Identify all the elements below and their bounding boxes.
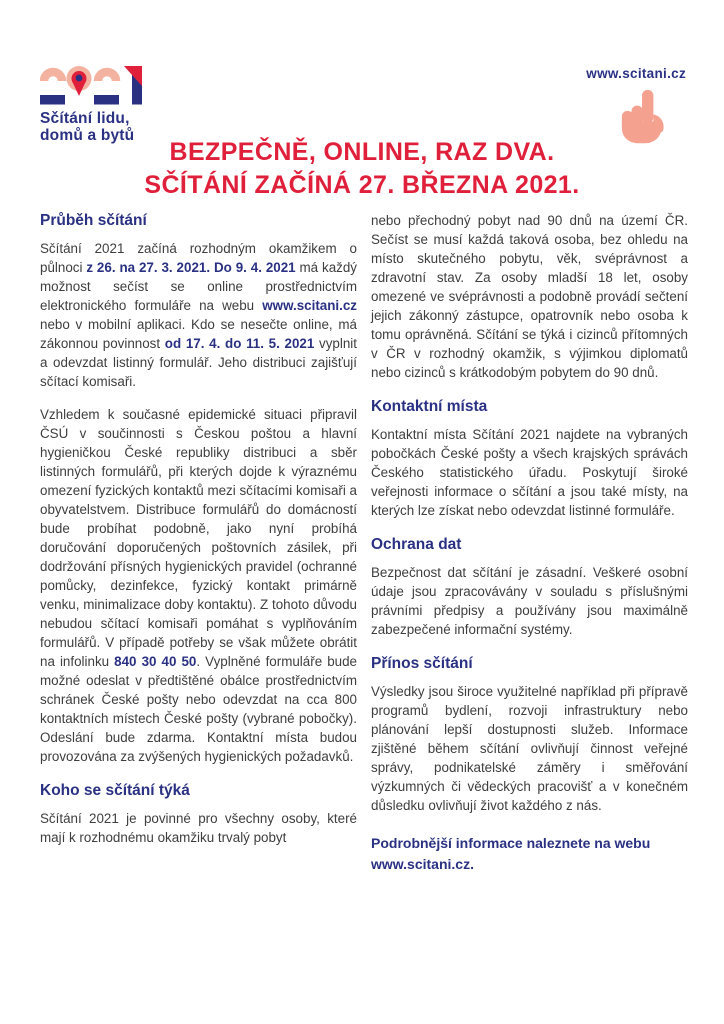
footer-note-line1: Podrobnější informace naleznete na webu: [371, 835, 651, 851]
paragraph-prubeh-1: [40, 239, 357, 391]
page-title-line1: BEZPEČNĚ, ONLINE, RAZ DVA.: [169, 138, 555, 166]
header-website-link[interactable]: www.scitani.cz: [586, 66, 686, 81]
page-title-line2: SČÍTÁNÍ ZAČÍNÁ 27. BŘEZNA 2021.: [144, 171, 580, 199]
inline-website-link[interactable]: www.scitani.cz: [262, 298, 357, 313]
content-columns: [40, 211, 688, 875]
logo-tagline-line1: Sčítání lidu,: [40, 110, 130, 127]
paragraph-koho-continuation: nebo přechodný pobyt nad 90 dnů na území ČR. Sečíst se musí každá taková osoba, bez ohledu na místo skutečného pobytu, věk, svéprávnost a zdravotní stav. Za osoby mladší 18 let, osoby omezené ve svéprávnosti a podobně provádí sečtení jejich zákonný zástupce, opatrovník nebo osoba k tomu oprávněná. Sčítání se týká i cizinců přítomných v ČR v rozhodný okamžik, s výjimkou diplomatů nebo cizinců s krátkodobým pobytem do 90 dnů.: [371, 213, 688, 380]
page-title: [0, 136, 724, 202]
logo-tagline-line2: domů a bytů: [40, 127, 135, 144]
highlight-dates-paper: od 17. 4. do 11. 5. 2021: [164, 336, 315, 351]
highlight-infoline-number: 840 30 40 50: [114, 654, 197, 669]
section-heading-koho-se-tyka: Koho se sčítání týká: [40, 782, 190, 799]
text-segment: . Vyplněné formuláře bude možné odeslat v předtištěné obálce prostřednictvím schránek České pošty nebo odevzdat na cca 800 kontaktních místech České pošty (vybrané pobočky). Odeslání bude zdarma. Kontaktní místa budou provozována za zvýšených hygienických požadavků.: [40, 654, 357, 764]
highlight-dates-online: z 26. na 27. 3. 2021. Do 9. 4. 2021: [86, 260, 296, 275]
left-column: [40, 211, 357, 875]
footer-note: [371, 833, 688, 875]
paragraph-kontaktni-1: Kontaktní místa Sčítání 2021 najdete na vybraných pobočkách České pošty a všech krajských správách Českého statistického úřadu. Poskytují široké veřejnosti informace o sčítání a jsou také místy, na kterých lze získat nebo odevzdat listinné formuláře.: [371, 427, 688, 518]
paragraph-koho-1: Sčítání 2021 je povinné pro všechny osoby, které mají k rozhodnému okamžiku trvalý pobyt: [40, 811, 357, 845]
section-heading-prinos-scitani: Přínos sčítání: [371, 655, 473, 672]
census-2021-logo: [40, 60, 170, 144]
footer-website-link[interactable]: www.scitani.cz.: [371, 856, 474, 872]
paragraph-ochrana-1: Bezpečnost dat sčítání je zásadní. Veškeré osobní údaje jsou zpracovávány v souladu s příslušnými právními předpisy a používány jsou maximálně zabezpečené informační systémy.: [371, 565, 688, 637]
text-segment: Sčítání 2021 začíná rozhodným okamžikem o půlnoci: [40, 241, 357, 275]
text-segment: nebo v mobilní aplikaci. Kdo se nesečte online, má zákonnou povinnost: [40, 317, 357, 351]
text-segment: vyplnit a odevzdat listinný formulář. Jeho distribuci zajišťují sčítací komisaři.: [40, 336, 357, 389]
right-column: [371, 211, 688, 875]
paragraph-prinos-1: Výsledky jsou široce využitelné například při přípravě programů bydlení, rozvoji infrastruktury nebo plánování lepší dostupnosti služeb. Informace zjištěné během sčítání ovlivňují činnost veřejné správy, podnikatelské záměry i směřování výzkumných či vědeckých pracovišť a v konečném důsledku ovlivňují život každého z nás.: [371, 684, 688, 813]
text-segment: Vzhledem k současné epidemické situaci připravil ČSÚ v součinnosti s Českou poštou a hlavní hygieničkou České republiky distribuci a sběr listinných formulářů, při kterých dojde k výraznému omezení fyzických kontaktů mezi sčítacími komisaři a obyvatelstvem. Distribuce formulářů do domácností bude probíhat podobně, jako nyní probíhá doručování doporučených poštovních zásilek, při dodržování přísných hygienických pravidel (ochranné pomůcky, dezinfekce, fyzický kontakt primárně venku, minimalizace doby kontaktu). Z tohoto důvodu nebudou sčítací komisaři pomáhat s vyplňováním formulářů. V případě potřeby se však můžete obrátit na infolinku: [40, 407, 358, 669]
section-heading-kontaktni-mista: Kontaktní místa: [371, 398, 488, 415]
text-segment: má každý možnost sečíst se online prostřednictvím elektronického formuláře na webu: [40, 260, 358, 313]
logo-2021-icon: [40, 60, 152, 106]
section-heading-ochrana-dat: Ochrana dat: [371, 536, 462, 553]
section-heading-prubeh-scitani: Průběh sčítání: [40, 212, 147, 229]
paragraph-prubeh-2: [40, 405, 357, 766]
